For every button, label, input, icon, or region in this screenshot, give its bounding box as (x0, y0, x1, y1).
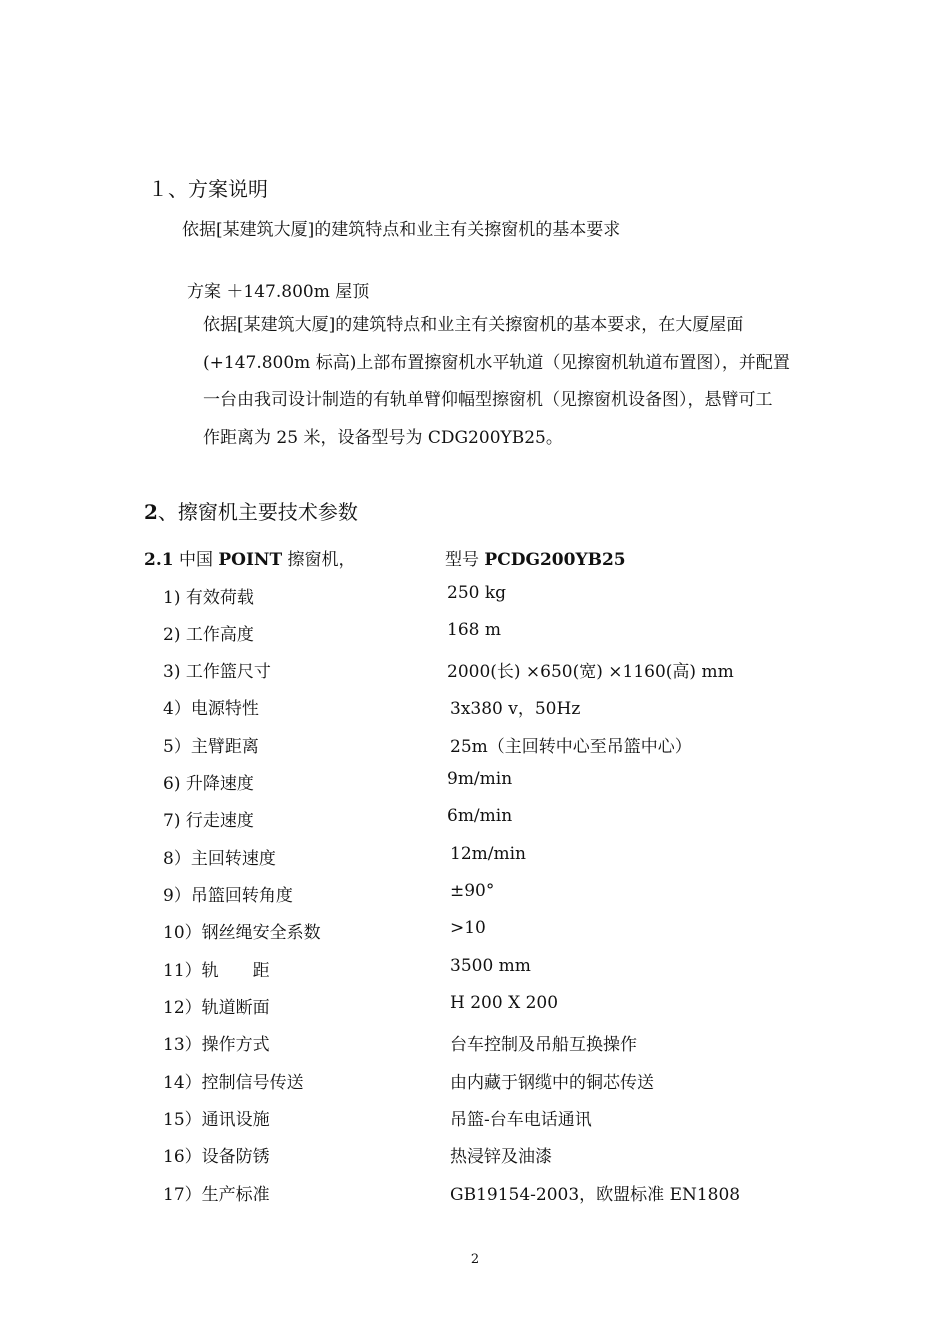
param-value: 250 kg (447, 583, 507, 603)
page-number: 2 (470, 1252, 480, 1267)
param-value: 由内藏于钢缆中的铜芯传送 (450, 1073, 654, 1093)
param-label: 1) 有效荷载 (163, 588, 254, 608)
param-label: 7) 行走速度 (163, 811, 254, 831)
subsection-number: 2.1 (144, 550, 174, 570)
param-value: 2000(长) ×650(宽) ×1160(高) mm (447, 662, 734, 682)
model-value: PCDG200YB25 (484, 550, 626, 570)
param-label: 9）吊篮回转角度 (163, 886, 293, 906)
param-label: 15）通讯设施 (163, 1110, 270, 1130)
subsection-label-suffix: 擦窗机， (282, 550, 356, 570)
section-2-heading (144, 496, 358, 525)
param-label: 6) 升降速度 (163, 774, 254, 794)
param-value: GB19154-2003，欧盟标准 EN1808 (450, 1185, 741, 1205)
param-label: 3) 工作篮尺寸 (163, 662, 271, 682)
param-value: ±90° (450, 881, 495, 901)
param-value: 9m/min (447, 769, 513, 789)
model-line (445, 545, 626, 570)
paragraph-line: 依据[某建筑大厦]的建筑特点和业主有关擦窗机的基本要求，在大厦屋面 (203, 315, 744, 335)
param-value: 吊篮-台车电话通讯 (450, 1110, 592, 1130)
subsection-2-1-heading (144, 545, 356, 570)
paragraph-line: 作距离为 25 米，设备型号为 CDG200YB25。 (203, 427, 563, 448)
param-value: >10 (450, 918, 486, 938)
param-label: 8）主回转速度 (163, 849, 276, 869)
param-label: 13）操作方式 (163, 1035, 270, 1055)
param-value: 168 m (447, 620, 501, 640)
param-value: 3500 mm (450, 956, 531, 976)
param-value: 台车控制及吊船互换操作 (450, 1035, 637, 1055)
brand-name: POINT (218, 550, 283, 570)
param-label: 17）生产标准 (163, 1185, 270, 1205)
param-label: 11）轨 距 (163, 961, 270, 981)
param-value: 25m（主回转中心至吊篮中心） (450, 737, 692, 757)
param-value: 6m/min (447, 806, 513, 826)
plan-paragraph (203, 307, 835, 457)
param-label: 12）轨道断面 (163, 998, 270, 1018)
param-value: 热浸锌及油漆 (450, 1147, 552, 1167)
paragraph-line: (+147.800m 标高)上部布置擦窗机水平轨道（见擦窗机轨道布置图），并配置 (203, 352, 790, 373)
param-label: 10）钢丝绳安全系数 (163, 923, 321, 943)
param-label: 2) 工作高度 (163, 625, 254, 645)
param-label: 14）控制信号传送 (163, 1073, 304, 1093)
subsection-label: 中国 (173, 550, 219, 570)
paragraph-line: 一台由我司设计制造的有轨单臂仰幅型擦窗机（见擦窗机设备图），悬臂可工 (203, 390, 773, 410)
param-label: 5）主臂距离 (163, 737, 259, 757)
section-2-title: 、擦窗机主要技术参数 (157, 500, 358, 524)
param-value: H 200 X 200 (450, 993, 559, 1013)
plan-title: 方案 ＋147.800m 屋顶 (187, 282, 370, 302)
param-value: 12m/min (450, 844, 526, 864)
section-1-heading: １、方案说明 (148, 177, 268, 201)
param-label: 16）设备防锈 (163, 1147, 270, 1167)
section-2-number: 2 (144, 500, 158, 524)
model-label: 型号 (445, 550, 485, 570)
section-1-intro: 依据[某建筑大厦]的建筑特点和业主有关擦窗机的基本要求 (182, 220, 621, 240)
param-label: 4）电源特性 (163, 699, 259, 719)
param-value: 3x380 v，50Hz (450, 699, 581, 719)
